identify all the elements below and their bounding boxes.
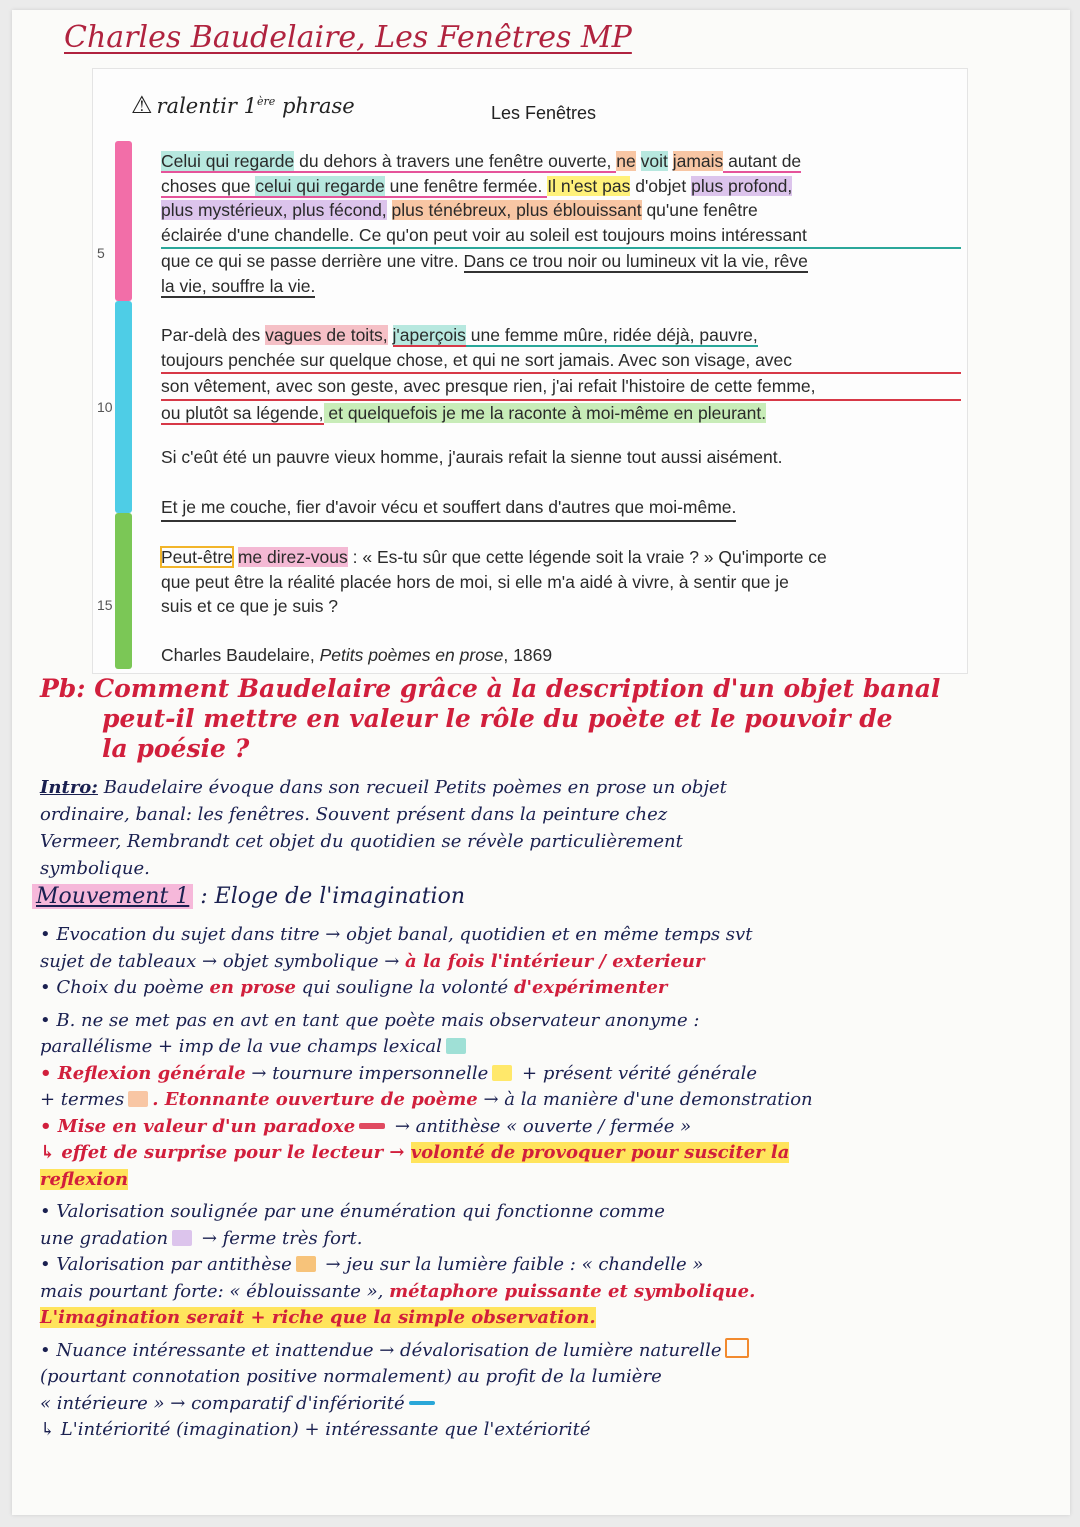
intro-line: symbolique. xyxy=(40,858,150,879)
printed-poem xyxy=(92,68,968,674)
poem-line: Si c'eût été un pauvre vieux homme, j'aurais refait la sienne tout aussi aisément. xyxy=(161,447,783,467)
poem-line xyxy=(161,249,961,274)
notebook-sheet xyxy=(12,10,1070,1515)
bullet-line: • Valorisation soulignée par une énumération qui fonctionne comme xyxy=(40,1201,665,1222)
poem-paragraph-4 xyxy=(161,495,961,522)
page-title: Charles Baudelaire, Les Fenêtres MP xyxy=(64,20,632,55)
text: + termes xyxy=(40,1089,125,1110)
poem-line: éclairée d'une chandelle. Ce qu'on peut voir au soleil est toujours moins intéressant xyxy=(161,223,961,250)
red-text: en prose xyxy=(209,977,296,998)
poem-title: Les Fenêtres xyxy=(491,103,597,123)
movement-2-bar xyxy=(115,301,132,513)
movement-label: Mouvement 1 xyxy=(32,884,193,909)
poem-line xyxy=(161,323,961,348)
highlighted-text: L'imagination serait + riche que la simple observation. xyxy=(40,1307,596,1328)
problematique xyxy=(40,674,940,764)
poem-paragraph-1 xyxy=(161,149,961,299)
text: mais pourtant forte: « éblouissante », xyxy=(40,1280,390,1302)
pb-line: peut-il mettre en valeur le rôle du poète et le pouvoir de xyxy=(102,704,893,733)
pb-line: la poésie ? xyxy=(102,734,250,763)
poem-line xyxy=(161,274,961,299)
bullet-line xyxy=(40,1338,813,1365)
highlight: Il n'est pas xyxy=(547,175,631,196)
highlight: plus profond, xyxy=(691,175,793,196)
text: une gradation xyxy=(40,1227,169,1249)
intro-line xyxy=(40,774,727,801)
bullet-line: • B. ne se met pas en avt en tant que poète mais observateur anonyme : xyxy=(40,1009,700,1031)
text: Par-delà des xyxy=(161,325,266,345)
text: une fenêtre fermée. xyxy=(384,175,548,196)
warning-text-end: phrase xyxy=(275,94,355,118)
yellow-swatch xyxy=(492,1065,512,1081)
bullet-line xyxy=(40,1114,813,1141)
text: , 1869 xyxy=(503,645,553,665)
red-text: ↳ effet de surprise pour le lecteur → xyxy=(40,1142,411,1163)
orange-box-swatch xyxy=(725,1338,749,1358)
text: → antithèse « ouverte / fermée » xyxy=(389,1115,692,1137)
text: → ferme très fort. xyxy=(196,1227,363,1249)
bullet-line xyxy=(40,1061,813,1088)
text: qu'une fenêtre xyxy=(641,200,758,221)
text: sujet de tableaux → objet symbolique → xyxy=(40,950,406,972)
warning-triangle-icon: ⚠ xyxy=(131,91,153,119)
analysis-bullets xyxy=(40,922,813,1444)
boxed-text: Peut-être xyxy=(161,547,233,567)
line-number-15: 15 xyxy=(97,597,113,613)
bullet-line xyxy=(40,975,813,1002)
highlight: plus mystérieux, plus fécond, xyxy=(161,200,387,221)
poem-line: Et je me couche, fier d'avoir vécu et souffert dans d'autres que moi-même. xyxy=(161,495,736,522)
red-text: • Mise en valeur d'un paradoxe xyxy=(40,1115,356,1137)
pb-line: Pb: Comment Baudelaire grâce à la description d'un objet banal xyxy=(40,674,941,703)
highlight: j'aperçois xyxy=(392,325,466,345)
poem-line: toujours penchée sur quelque chose, et qui ne sort jamais. Avec son visage, avec xyxy=(161,348,961,375)
poem-line: que peut être la réalité placée hors de moi, si elle m'a aidé à vivre, à sentir que je xyxy=(161,571,789,592)
text: • Choix du poème xyxy=(40,977,210,998)
bullet-line xyxy=(40,1167,813,1194)
highlight: et quelquefois je me la raconte à moi-même en pleurant. xyxy=(323,402,767,423)
introduction xyxy=(40,774,727,882)
red-text: métaphore xyxy=(389,1280,499,1302)
highlight: voit xyxy=(640,151,668,171)
underlined-text: la vie, souffre la vie. xyxy=(161,275,316,296)
poem-line xyxy=(161,545,961,570)
red-underline-swatch xyxy=(359,1123,385,1129)
book-title: Petits poèmes en prose xyxy=(319,645,504,665)
intro-line: ordinaire, banal: les fenêtres. Souvent présent dans la peinture chez xyxy=(40,804,668,825)
text xyxy=(668,151,673,171)
bullet-line xyxy=(40,1087,813,1114)
text: → jeu sur la lumière faible : « chandelle » xyxy=(319,1254,704,1275)
text: une femme mûre, ridée déjà, pauvre, xyxy=(465,325,758,345)
highlight: plus ténébreux, plus éblouissant xyxy=(391,200,642,221)
highlight: jamais xyxy=(672,151,724,171)
text: : « Es-tu sûr que cette légende soit la vraie ? » Qu'importe ce xyxy=(347,547,827,567)
movement-heading xyxy=(32,884,465,909)
bullet-line: • Evocation du sujet dans titre → objet banal, quotidien et en même temps svt xyxy=(40,924,753,945)
text: Baudelaire évoque dans son recueil Petits poèmes en prose un objet xyxy=(97,777,727,798)
underlined-text: ou plutôt sa légende, xyxy=(161,402,324,423)
movement-3-bar xyxy=(115,513,132,669)
bullet-line xyxy=(40,1226,813,1253)
poem-paragraph-2 xyxy=(161,323,961,425)
bullet-line xyxy=(40,1391,813,1418)
highlight: Celui qui regarde xyxy=(161,151,295,171)
text: • Valorisation par antithèse xyxy=(40,1254,292,1275)
poem-paragraph-3 xyxy=(161,445,961,470)
bullet-line xyxy=(40,1279,813,1306)
poem-line xyxy=(161,198,961,223)
blue-underline-swatch xyxy=(409,1401,435,1405)
intro-line: Vermeer, Rembrandt cet objet du quotidien se révèle particulièrement xyxy=(40,831,683,852)
warning-text-start: ralentir 1 xyxy=(156,94,257,118)
poem-line xyxy=(161,401,961,426)
movement-title: : Eloge de l'imagination xyxy=(193,884,466,909)
text: Charles Baudelaire, xyxy=(161,645,320,665)
bullet-line xyxy=(40,1034,813,1061)
text xyxy=(387,200,392,220)
poem-line xyxy=(161,149,961,174)
red-text: . Etonnante ouverture de poème xyxy=(152,1089,478,1110)
text: qui souligne la volonté xyxy=(295,977,514,998)
bullet-line xyxy=(40,1305,813,1332)
text xyxy=(636,151,641,171)
highlight: ne xyxy=(616,151,636,171)
underlined-text: Dans ce trou noir ou lumineux vit la vie, rêve xyxy=(463,251,808,272)
orange-swatch xyxy=(296,1256,316,1272)
bullet-line: (pourtant connotation positive normalement) au profit de la lumière xyxy=(40,1366,662,1387)
line-number-5: 5 xyxy=(97,245,105,261)
reading-warning xyxy=(131,91,355,119)
warning-sup: ère xyxy=(256,95,276,108)
highlighted-text: volonté de provoquer pour susciter la xyxy=(410,1142,790,1163)
text: → tournure impersonnelle xyxy=(245,1062,489,1084)
teal-swatch xyxy=(446,1038,466,1054)
red-text: d'expérimenter xyxy=(513,977,668,998)
bullet-line xyxy=(40,1252,813,1279)
text: d'objet xyxy=(630,175,692,196)
text: « intérieure » → comparatif d'infériorité xyxy=(40,1392,405,1414)
bullet-line xyxy=(40,1140,813,1167)
highlighted-text: reflexion xyxy=(40,1168,129,1190)
poem-line: son vêtement, avec son geste, avec presque rien, j'ai refait l'histoire de cette femme, xyxy=(161,374,961,401)
poem-line xyxy=(161,174,961,199)
movement-1-bar xyxy=(115,141,132,301)
bullet-line xyxy=(40,949,813,976)
text: → à la manière d'une demonstration xyxy=(477,1089,813,1110)
lavender-swatch xyxy=(172,1230,192,1246)
poem-source xyxy=(161,643,961,668)
highlight: vagues de toits, xyxy=(265,325,388,345)
text: + présent vérité générale xyxy=(516,1062,758,1084)
text: choses que xyxy=(161,175,256,196)
highlight: celui qui regarde xyxy=(255,175,385,196)
poem-paragraph-5 xyxy=(161,545,961,619)
text xyxy=(388,325,393,345)
text: autant de xyxy=(723,151,802,171)
text: • Nuance intéressante et inattendue → dévalorisation de lumière naturelle xyxy=(40,1339,722,1361)
text: que ce qui se passe derrière une vitre. xyxy=(161,251,464,272)
red-text: puissante et symbolique. xyxy=(498,1280,756,1302)
intro-label: Intro: xyxy=(40,777,98,798)
text: parallélisme + imp de la vue champs lexical xyxy=(40,1036,442,1057)
text: du dehors à travers une fenêtre ouverte, xyxy=(294,151,617,171)
poem-line xyxy=(161,643,961,668)
red-text: à la fois l'intérieur / exterieur xyxy=(405,950,705,972)
peach-swatch xyxy=(128,1091,148,1107)
bullet-line: ↳ L'intériorité (imagination) + intéressante que l'extériorité xyxy=(40,1419,591,1440)
red-text: • Reflexion générale xyxy=(40,1062,246,1084)
poem-line: suis et ce que je suis ? xyxy=(161,596,339,617)
line-number-10: 10 xyxy=(97,399,113,415)
highlight: me direz-vous xyxy=(237,547,348,567)
